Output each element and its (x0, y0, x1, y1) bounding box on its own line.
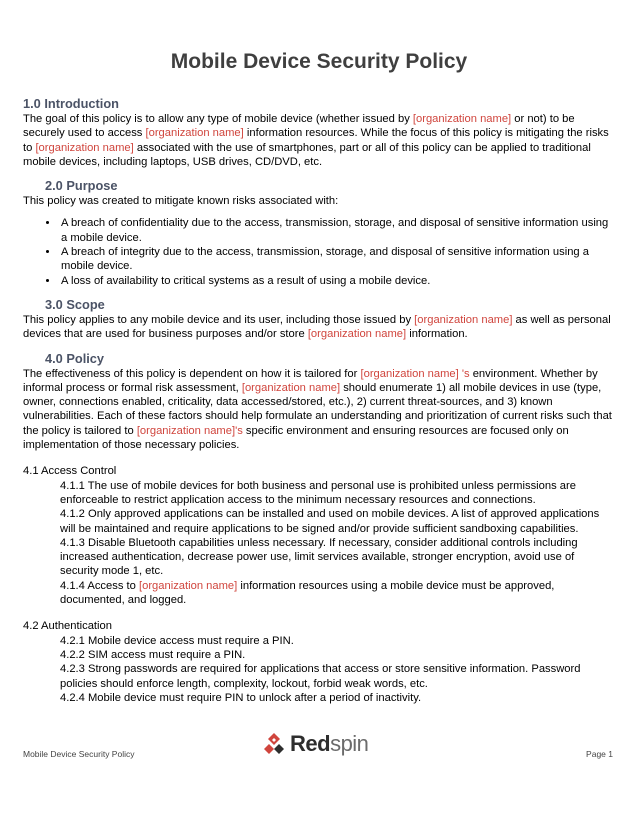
policy-item: 4.1.2 Only approved applications can be installed and used on mobile devices. A list of approved applications will be maintained and require applications to be signed and/or provide sufficient sandboxing capabilities. (60, 508, 600, 535)
org-placeholder: [organization name]'s (136, 424, 243, 437)
section-paragraph: This policy was created to mitigate known risks associated with: (23, 195, 339, 208)
subsection-title: 4.1 Access Control (23, 465, 117, 478)
org-placeholder: [organization name] (414, 313, 513, 326)
org-placeholder: [organization name] (35, 141, 134, 154)
document-body (23, 96, 613, 705)
text-run: information resources using a mobile device must be approved, documented, and logged. (60, 579, 555, 607)
text-run: This policy applies to any mobile device and its user, including those issued by (23, 313, 415, 326)
policy-item: 4.1.3 Disable Bluetooth capabilities unless necessary. If necessary, consider additional controls including increased authentication, decrease power use, limit services available, stronger encryption, avoid use of security mode 1, etc. (60, 536, 578, 578)
text-run: associated with the use of smartphones, part or all of this policy can be applied to traditional mobile devices, including laptops, USB drives, CD/DVD, etc. (23, 141, 591, 168)
policy-item: 4.1.1 The use of mobile devices for both business and personal use is prohibited unless permissions are enforceable to restrict application access to the minimum necessary resources and connections. (60, 479, 576, 506)
section-scope (23, 297, 613, 342)
org-placeholder: [organization name] (241, 381, 341, 394)
text-run: specific environment and ensuring resources are focused only on implementation of those necessary policies. (23, 424, 569, 452)
bullet-list (23, 216, 613, 287)
text-run: environment. Whether by informal process or formal risk assessment, (23, 367, 598, 394)
list-item: • A breach of integrity due to the access, transmission, storage, and disposal of sensitive information using a mobile device. (59, 245, 613, 274)
list-item: • A loss of availability to critical systems as a result of using a mobile device. (59, 274, 613, 288)
text-run: information. (406, 328, 468, 341)
section-paragraph (23, 367, 613, 453)
text-run: should enumerate 1) all mobile devices in use (type, owner, connections enabled, criticality, data accessed/stored, etc.), 2) current threat-sources, and 3) known vulnerabilities. Each of these factors should help formulate an understanding and prioritization of current risks such that the policy is tailored to (23, 381, 612, 437)
text-run: as well as personal devices that are used for business purposes and/or store (23, 313, 611, 341)
section-heading: 1.0 Introduction (23, 96, 119, 111)
logo-text-red: Red (290, 731, 331, 756)
subsection-authentication (23, 619, 613, 705)
section-heading: 4.0 Policy (45, 350, 105, 366)
logo-wordmark (290, 731, 368, 757)
policy-item: 4.2.3 Strong passwords are required for applications that access or store sensitive information. Password policies should enforce length, complexity, lockout, forbid weak words, etc. (60, 663, 581, 690)
section-policy (23, 351, 613, 453)
section-paragraph (23, 313, 613, 342)
redspin-logo-icon (263, 732, 285, 756)
policy-item: 4.2.2 SIM access must require a PIN. (60, 648, 246, 661)
text-run: The goal of this policy is to allow any type of mobile device (whether issued by (23, 113, 413, 125)
text-run: or not) to be securely used to access (23, 113, 575, 140)
org-placeholder: [organization name] (145, 127, 244, 140)
subsection-title: 4.2 Authentication (23, 620, 112, 633)
page-title: Mobile Device Security Policy (170, 50, 468, 73)
section-heading: 2.0 Purpose (45, 178, 118, 194)
org-placeholder: [organization name] (412, 113, 512, 125)
policy-item: 4.2.1 Mobile device access must require a PIN. (60, 634, 294, 647)
page-number: Page 1 (586, 749, 613, 759)
redspin-logo (263, 729, 368, 759)
policy-item: 4.2.4 Mobile device must require PIN to unlock after a period of inactivity. (60, 691, 422, 704)
section-introduction (23, 96, 613, 169)
section-purpose (23, 178, 613, 288)
policy-item (60, 579, 613, 608)
org-placeholder: [organization name] (307, 328, 407, 341)
list-item: • A breach of confidentiality due to the access, transmission, storage, and disposal of sensitive information using a mobile device. (59, 216, 613, 245)
logo-text-spin: spin (330, 731, 369, 756)
text-run: The effectiveness of this policy is dependent on how it is tailored for (23, 367, 361, 380)
org-placeholder: [organization name] 's (360, 367, 470, 380)
section-heading: 3.0 Scope (45, 296, 105, 312)
text-run: information resources. While the focus of this policy is mitigating the risks to (23, 127, 609, 154)
org-placeholder: [organization name] (138, 579, 238, 592)
text-run: 4.1.4 Access to (60, 579, 139, 592)
subsection-access-control (23, 464, 613, 607)
footer-document-title: Mobile Device Security Policy (23, 749, 135, 759)
section-paragraph (23, 112, 613, 169)
